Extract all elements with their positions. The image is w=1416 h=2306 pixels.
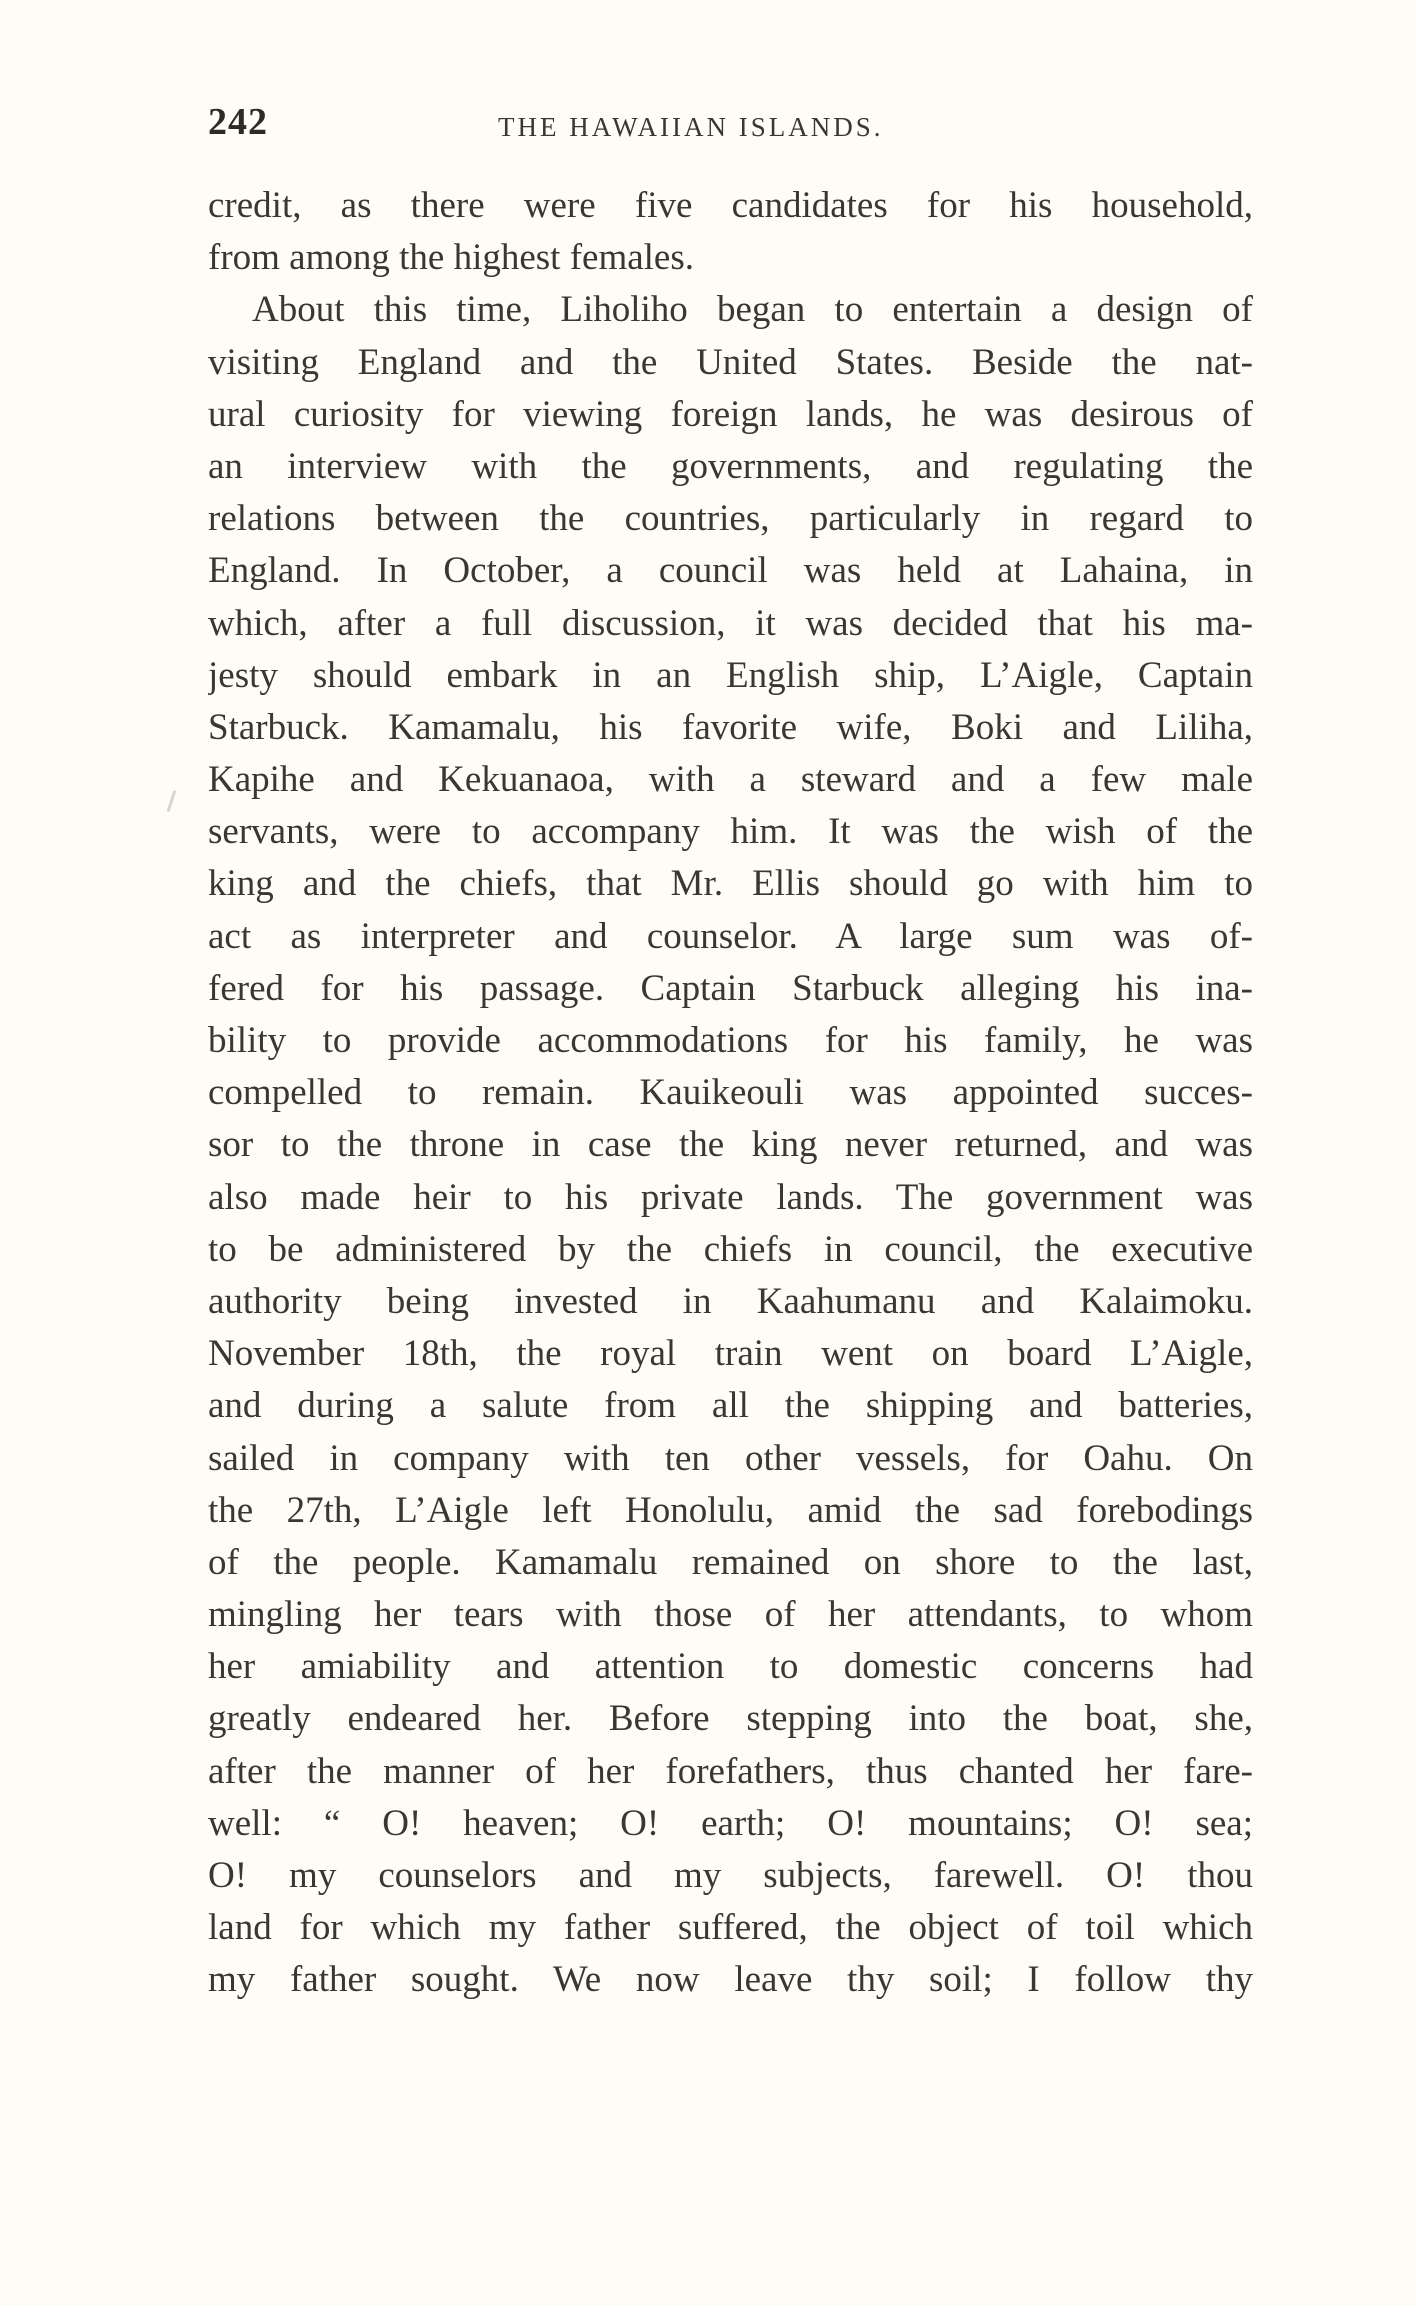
text-line: About this time, Liholiho began to entertain a design of <box>252 289 1253 331</box>
text-line: credit, as there were five candidates for his household, <box>208 185 1253 226</box>
text-line: greatly endeared her. Before stepping into the boat, she, <box>208 1698 1253 1740</box>
text-line: the 27th, L’Aigle left Honolulu, amid the sad forebodings <box>208 1489 1253 1531</box>
text-line: relations between the countries, particularly in regard to <box>208 498 1253 540</box>
text-line: land for which my father suffered, the object of toil which <box>208 1907 1253 1949</box>
stray-ink-mark <box>167 790 177 812</box>
text-line: act as interpreter and counselor. A large sum was of- <box>208 915 1253 957</box>
text-line: from among the highest females. <box>208 237 695 279</box>
text-line: an interview with the governments, and regulating the <box>208 445 1253 487</box>
text-line: king and the chiefs, that Mr. Ellis should go with him to <box>208 863 1253 905</box>
text-line: Starbuck. Kamamalu, his favorite wife, Boki and Liliha, <box>208 706 1253 748</box>
text-line: visiting England and the United States. Beside the nat- <box>208 341 1253 383</box>
text-line: O! my counselors and my subjects, farewell. O! thou <box>208 1855 1253 1896</box>
text-line: November 18th, the royal train went on board L’Aigle, <box>208 1333 1253 1375</box>
text-line: my father sought. We now leave thy soil; I follow thy <box>208 1959 1253 2001</box>
text-line: which, after a full discussion, it was decided that his ma- <box>208 602 1253 644</box>
text-line: and during a salute from all the shipping and batteries, <box>208 1385 1253 1427</box>
text-line: after the manner of her forefathers, thus chanted her fare- <box>208 1750 1253 1792</box>
text-line: compelled to remain. Kauikeouli was appointed succes- <box>208 1072 1253 1114</box>
text-line: mingling her tears with those of her attendants, to whom <box>208 1594 1253 1636</box>
text-line: authority being invested in Kaahumanu and Kalaimoku. <box>208 1280 1253 1322</box>
running-title: THE HAWAIIAN ISLANDS. <box>498 112 884 142</box>
text-line: jesty should embark in an English ship, L’Aigle, Captain <box>208 654 1253 696</box>
text-line: sor to the throne in case the king never returned, and was <box>208 1124 1253 1166</box>
text-line: her amiability and attention to domestic concerns had <box>208 1646 1253 1688</box>
text-line: servants, were to accompany him. It was the wish of the <box>208 811 1253 853</box>
text-line: bility to provide accommodations for his family, he was <box>208 1020 1253 1061</box>
page-header <box>208 100 1253 160</box>
text-line: of the people. Kamamalu remained on shore to the last, <box>208 1541 1253 1583</box>
text-line: to be administered by the chiefs in council, the executive <box>208 1228 1253 1270</box>
text-line: fered for his passage. Captain Starbuck alleging his ina- <box>208 967 1253 1009</box>
text-line: also made heir to his private lands. The government was <box>208 1176 1253 1218</box>
body-text <box>208 180 1253 2007</box>
text-line: England. In October, a council was held at Lahaina, in <box>208 550 1253 592</box>
page-number: 242 <box>208 101 268 143</box>
text-line: Kapihe and Kekuanaoa, with a steward and a few male <box>208 759 1253 801</box>
text-line: sailed in company with ten other vessels, for Oahu. On <box>208 1437 1253 1479</box>
text-line: well: “ O! heaven; O! earth; O! mountains; O! sea; <box>208 1802 1253 1844</box>
text-line: ural curiosity for viewing foreign lands, he was desirous of <box>208 393 1253 435</box>
